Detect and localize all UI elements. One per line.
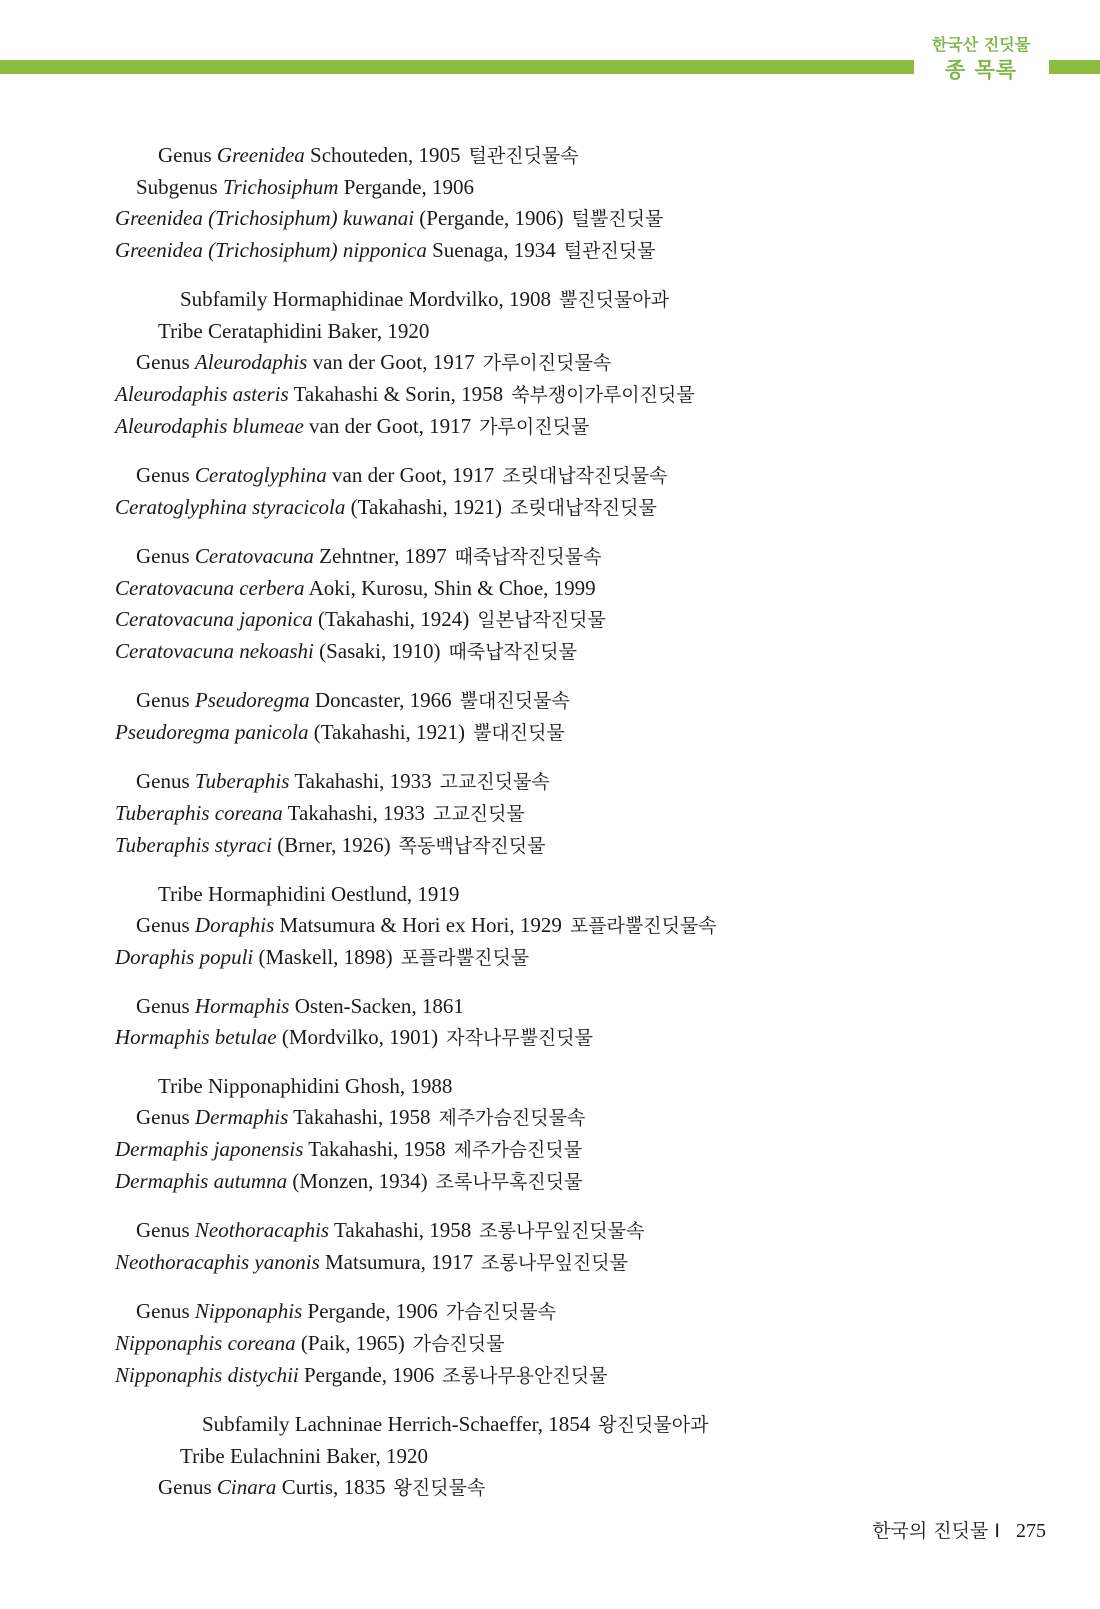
taxon-rank-label: Subfamily Lachninae Herrich-Schaeffer, 1854 — [202, 1412, 591, 1436]
taxon-scientific-name: Tuberaphis coreana — [115, 801, 283, 825]
taxon-authority: Matsumura & Hori ex Hori, 1929 — [274, 913, 562, 937]
taxon-authority: Pergande, 1906 — [338, 175, 474, 199]
taxon-authority: Pergande, 1906 — [298, 1363, 435, 1387]
taxon-rank-label: Genus — [158, 143, 217, 167]
taxon-authority: (Takahashi, 1924) — [312, 607, 470, 631]
taxon-korean-name: 조롱나무잎진딧물 — [481, 1252, 628, 1274]
taxon-scientific-name: Hormaphis betulae — [115, 1025, 277, 1049]
taxon-authority: Takahashi, 1958 — [329, 1218, 472, 1242]
taxon-line — [0, 636, 1100, 668]
taxon-authority: (Brner, 1926) — [271, 833, 391, 857]
taxon-korean-name: 조록나무혹진딧물 — [435, 1171, 583, 1193]
taxon-authority: (Sasaki, 1910) — [313, 639, 441, 663]
taxon-authority: Osten-Sacken, 1861 — [289, 994, 464, 1018]
taxon-scientific-name: Greenidea (Trichosiphum) nipponica — [115, 238, 427, 262]
taxon-scientific-name: Dermaphis — [194, 1105, 289, 1129]
taxon-scientific-name: Aleurodaphis blumeae — [115, 414, 304, 438]
taxon-korean-name: 고교진딧물 — [433, 803, 525, 825]
taxon-korean-name: 제주가슴진딧물속 — [438, 1107, 586, 1129]
taxon-line — [0, 1134, 1100, 1166]
taxon-line — [0, 235, 1100, 267]
taxon-scientific-name: Cinara — [216, 1475, 277, 1499]
taxon-scientific-name: Aleurodaphis — [194, 350, 308, 374]
taxon-scientific-name: Aleurodaphis asteris — [115, 382, 289, 406]
header-rule-right — [1049, 60, 1100, 74]
taxon-group — [0, 460, 1100, 524]
taxon-korean-name: 가루이진딧물속 — [482, 352, 612, 374]
taxon-line — [0, 379, 1100, 411]
taxon-line — [0, 1022, 1100, 1054]
taxon-authority: (Mordvilko, 1901) — [276, 1025, 439, 1049]
taxon-rank-label: Genus — [136, 350, 195, 374]
taxon-line — [0, 766, 1100, 798]
taxon-scientific-name: Greenidea — [216, 143, 305, 167]
taxon-group — [0, 284, 1100, 443]
taxon-korean-name: 뿔진딧물아과 — [558, 289, 670, 311]
taxon-rank-label: Genus — [136, 1299, 195, 1323]
taxon-authority: (Takahashi, 1921) — [345, 495, 502, 519]
taxon-line — [0, 203, 1100, 235]
taxon-scientific-name: Ceratoglyphina — [194, 463, 327, 487]
taxon-authority: Aoki, Kurosu, Shin & Choe, 1999 — [304, 576, 596, 600]
taxon-scientific-name: Neothoracaphis yanonis — [115, 1250, 320, 1274]
taxon-authority: van der Goot, 1917 — [326, 463, 495, 487]
taxon-korean-name: 때죽납작진딧물 — [448, 641, 577, 663]
taxon-rank-label: Tribe Hormaphidini Oestlund, 1919 — [158, 882, 460, 906]
taxon-korean-name: 조릿대납작진딧물속 — [502, 465, 668, 487]
taxon-line — [0, 1296, 1100, 1328]
taxon-authority: van der Goot, 1917 — [307, 350, 475, 374]
taxon-rank-label: Genus — [136, 688, 195, 712]
taxon-authority: Curtis, 1835 — [276, 1475, 386, 1499]
taxon-group — [0, 541, 1100, 668]
taxon-korean-name: 조롱나무용안진딧물 — [442, 1365, 608, 1387]
taxon-scientific-name: Greenidea (Trichosiphum) kuwanai — [115, 206, 415, 230]
taxon-group — [0, 879, 1100, 974]
taxon-scientific-name: Nipponaphis — [194, 1299, 303, 1323]
taxon-group — [0, 1296, 1100, 1392]
taxon-group — [0, 766, 1100, 862]
header-rule-left — [0, 60, 914, 74]
taxon-group — [0, 140, 1100, 267]
taxon-korean-name: 때죽납작진딧물속 — [454, 546, 602, 568]
page-footer — [800, 1516, 1046, 1546]
taxon-korean-name: 일본납작진딧물 — [477, 609, 606, 631]
taxon-authority: (Maskell, 1898) — [253, 945, 393, 969]
taxon-scientific-name: Pseudoregma panicola — [115, 720, 309, 744]
taxon-group — [0, 991, 1100, 1054]
running-header-subtitle: 한국산 진딧물 — [931, 35, 1031, 54]
taxon-korean-name: 털관진딧물 — [563, 240, 656, 262]
taxon-scientific-name: Dermaphis autumna — [115, 1169, 288, 1193]
taxon-authority: Suenaga, 1934 — [426, 238, 556, 262]
taxon-line — [0, 830, 1100, 862]
running-header — [920, 34, 1042, 84]
taxon-group — [0, 1409, 1100, 1504]
taxon-line — [0, 1071, 1100, 1102]
taxon-line — [0, 991, 1100, 1022]
taxon-rank-label: Genus — [136, 1218, 195, 1242]
taxon-rank-label: Genus — [136, 994, 195, 1018]
taxon-rank-label: Tribe Nipponaphidini Ghosh, 1988 — [158, 1074, 453, 1098]
taxon-korean-name: 제주가슴진딧물 — [453, 1139, 583, 1161]
taxon-scientific-name: Tuberaphis — [194, 769, 290, 793]
taxon-line — [0, 316, 1100, 347]
taxon-authority: Schouteden, 1905 — [304, 143, 461, 167]
taxon-authority: Doncaster, 1966 — [309, 688, 452, 712]
taxon-line — [0, 910, 1100, 942]
taxon-authority: van der Goot, 1917 — [303, 414, 472, 438]
taxon-line — [0, 942, 1100, 974]
taxon-line — [0, 604, 1100, 636]
taxon-korean-name: 고교진딧물속 — [439, 771, 550, 793]
taxon-scientific-name: Ceratovacuna — [194, 544, 314, 568]
taxon-rank-label: Subgenus — [136, 175, 223, 199]
taxon-korean-name: 포플라뿔진딧물 — [400, 947, 530, 969]
taxon-korean-name: 쑥부쟁이가루이진딧물 — [511, 384, 695, 406]
taxon-line — [0, 284, 1100, 316]
taxon-authority: Takahashi & Sorin, 1958 — [288, 382, 504, 406]
taxon-scientific-name: Tuberaphis styraci — [115, 833, 272, 857]
taxon-line — [0, 685, 1100, 717]
taxon-authority: Takahashi, 1933 — [282, 801, 426, 825]
taxon-line — [0, 879, 1100, 910]
taxon-line — [0, 798, 1100, 830]
taxon-korean-name: 조릿대납작진딧물 — [509, 497, 657, 519]
taxon-scientific-name: Ceratoglyphina styracicola — [115, 495, 346, 519]
page-number: 275 — [1016, 1520, 1046, 1542]
taxon-authority: Takahashi, 1958 — [303, 1137, 446, 1161]
taxon-korean-name: 조롱나무잎진딧물속 — [479, 1220, 645, 1242]
taxon-line — [0, 460, 1100, 492]
taxon-scientific-name: Doraphis populi — [115, 945, 254, 969]
taxon-korean-name: 털관진딧물속 — [468, 145, 579, 167]
taxon-line — [0, 1409, 1100, 1441]
taxon-scientific-name: Neothoracaphis — [194, 1218, 330, 1242]
taxon-scientific-name: Nipponaphis coreana — [115, 1331, 296, 1355]
taxon-authority: Pergande, 1906 — [302, 1299, 438, 1323]
taxon-authority: (Takahashi, 1921) — [308, 720, 466, 744]
taxon-scientific-name: Dermaphis japonensis — [115, 1137, 304, 1161]
taxon-rank-label: Tribe Eulachnini Baker, 1920 — [180, 1444, 429, 1468]
taxon-scientific-name: Hormaphis — [194, 994, 290, 1018]
running-header-title: 종 목록 — [944, 58, 1018, 82]
taxon-group — [0, 685, 1100, 749]
taxon-line — [0, 1247, 1100, 1279]
taxon-group — [0, 1071, 1100, 1198]
taxon-line — [0, 1215, 1100, 1247]
taxon-authority: (Pergande, 1906) — [414, 206, 564, 230]
taxon-rank-label: Genus — [136, 544, 195, 568]
taxon-korean-name: 뿔대진딧물 — [473, 722, 565, 744]
taxon-korean-name: 털뿔진딧물 — [571, 208, 664, 230]
taxon-authority: (Monzen, 1934) — [287, 1169, 428, 1193]
taxon-line — [0, 1441, 1100, 1472]
taxon-rank-label: Tribe Cerataphidini Baker, 1920 — [158, 319, 430, 343]
taxon-rank-label: Subfamily Hormaphidinae Mordvilko, 1908 — [180, 287, 551, 311]
taxon-korean-name: 가루이진딧물 — [479, 416, 590, 438]
taxon-scientific-name: Ceratovacuna nekoashi — [115, 639, 314, 663]
taxon-korean-name: 자작나무뿔진딧물 — [446, 1027, 593, 1049]
taxon-line — [0, 411, 1100, 443]
taxon-line — [0, 541, 1100, 573]
taxon-korean-name: 왕진딧물아과 — [598, 1414, 709, 1436]
taxon-scientific-name: Ceratovacuna cerbera — [115, 576, 305, 600]
taxon-scientific-name: Pseudoregma — [194, 688, 310, 712]
taxon-rank-label: Genus — [136, 463, 195, 487]
taxon-line — [0, 1472, 1100, 1504]
taxon-scientific-name: Trichosiphum — [222, 175, 339, 199]
taxon-line — [0, 172, 1100, 203]
taxon-authority: (Paik, 1965) — [295, 1331, 405, 1355]
taxon-korean-name: 포플라뿔진딧물속 — [569, 915, 717, 937]
taxon-authority: Takahashi, 1933 — [289, 769, 432, 793]
taxon-line — [0, 1328, 1100, 1360]
taxon-line — [0, 717, 1100, 749]
taxon-line — [0, 1360, 1100, 1392]
taxon-group — [0, 1215, 1100, 1279]
taxon-authority: Takahashi, 1958 — [288, 1105, 431, 1129]
species-list — [0, 140, 1100, 1521]
taxon-line — [0, 1102, 1100, 1134]
taxon-authority: Zehntner, 1897 — [313, 544, 447, 568]
taxon-scientific-name: Ceratovacuna japonica — [115, 607, 313, 631]
taxon-line — [0, 140, 1100, 172]
taxon-line — [0, 492, 1100, 524]
taxon-scientific-name: Doraphis — [194, 913, 275, 937]
taxon-line — [0, 1166, 1100, 1198]
taxon-authority: Matsumura, 1917 — [319, 1250, 474, 1274]
taxon-korean-name: 쪽동백납작진딧물 — [398, 835, 546, 857]
taxon-scientific-name: Nipponaphis distychii — [115, 1363, 299, 1387]
taxon-rank-label: Genus — [158, 1475, 217, 1499]
taxon-rank-label: Genus — [136, 1105, 195, 1129]
taxon-line — [0, 573, 1100, 604]
taxon-line — [0, 347, 1100, 379]
taxon-rank-label: Genus — [136, 769, 195, 793]
taxon-korean-name: 뿔대진딧물속 — [459, 690, 570, 712]
taxon-korean-name: 가슴진딧물속 — [445, 1301, 556, 1323]
taxon-rank-label: Genus — [136, 913, 195, 937]
footer-book-title: 한국의 진딧물 I — [872, 1520, 1000, 1542]
taxon-korean-name: 가슴진딧물 — [412, 1333, 505, 1355]
taxon-korean-name: 왕진딧물속 — [393, 1477, 486, 1499]
